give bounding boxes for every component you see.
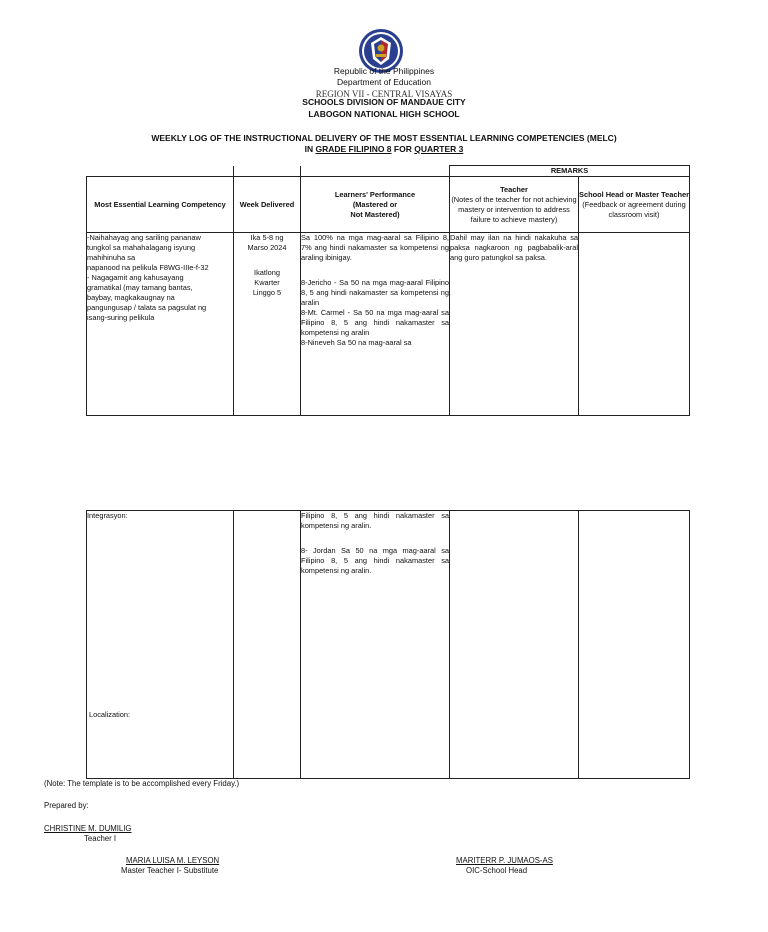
- melc-log-table: [86, 165, 690, 416]
- document-title: WEEKLY LOG OF THE INSTRUCTIONAL DELIVERY OF THE MOST ESSENTIAL LEARNING COMPETENCIES (MELC): [151, 133, 617, 143]
- localization-label: Localization:: [89, 710, 131, 719]
- division-name: SCHOOLS DIVISION OF MANDAUE CITY: [302, 97, 466, 107]
- approver-name: MARITERR P. JUMAOS-AS: [456, 856, 553, 865]
- teacher-remark-cell: Dahil may ilan na hindi nakakuha sa paksa nagkaroon ng pagbabalik-aral ang guro patungkol sa paksa.: [450, 233, 579, 416]
- grade-quarter-line: [0, 144, 768, 155]
- school-name: LABOGON NATIONAL HIGH SCHOOL: [308, 109, 460, 119]
- week-cell: Ika 5-8 ng Marso 2024 Ikatlong Kwarter Linggo 5: [234, 233, 301, 416]
- head-remark-cell: [579, 233, 690, 416]
- remarks-header: REMARKS: [450, 166, 690, 177]
- checker-title: Master Teacher I- Substitute: [121, 866, 219, 875]
- performance-cell: Sa 100% na mga mag-aaral sa Filipino 8, 7% ang hindi nakamaster sa kompetensi ng araling ibinigay. 8-Jericho - Sa 50 na mga mag-aaral Filipino 8, 5 ang hindi nakamaster sa kompetensi ng aralin 8-Mt. Carmel - Sa 50 na mga mag-aaral sa Filipino 8, 5 ang hindi nakamaster sa kompetensi ng aralin 8-Nineveh Sa 50 na mag-aaral sa: [301, 233, 450, 416]
- week-header: Week Delivered: [234, 177, 301, 233]
- performance-cell-continued: Filipino 8, 5 ang hindi nakamaster sa kompetensi ng aralin. 8- Jordan Sa 50 na mga mag-aaral sa Filipino 8, 5 ang hindi nakamaster sa kompetensi ng aralin.: [301, 511, 450, 779]
- country-name: Republic of the Philippines: [333, 66, 435, 76]
- melc-log-table-continued: [86, 510, 690, 779]
- performance-header: Learners' Performance (Mastered or Not Mastered): [301, 177, 450, 233]
- checker-name: MARIA LUISA M. LEYSON: [126, 856, 220, 865]
- preparer-name: CHRISTINE M. DUMILIG: [44, 824, 132, 833]
- quarter-value: QUARTER 3: [414, 144, 464, 154]
- department-name: Department of Education: [336, 77, 432, 87]
- approver-title: OIC-School Head: [466, 866, 528, 875]
- week-cell-continued: [234, 511, 301, 779]
- competency-cell: -Naihahayag ang sariling pananaw tungkol sa mahahalagang isyung mahihinuha sa napanood na pelikula F8WG-IIIe-f-32 - Nagagamit ang kahusayang gramatikal (may tamang bantas, baybay, magkakaugnay na pangungusap / talata sa pagsulat ng isang-suring pelikula: [87, 233, 234, 416]
- teacher-remark-cell-continued: [450, 511, 579, 779]
- prepared-by-label: Prepared by:: [44, 801, 89, 810]
- teacher-remarks-header: Teacher (Notes of the teacher for not achieving mastery or intervention to address failure to achieve mastery): [450, 177, 579, 233]
- in-label: IN: [304, 144, 314, 154]
- for-label: FOR: [393, 144, 412, 154]
- head-remark-cell-continued: [579, 511, 690, 779]
- template-note: (Note: The template is to be accomplished every Friday.): [44, 779, 240, 788]
- competency-header: Most Essential Learning Competency: [87, 177, 234, 233]
- integration-label: Integrasyon:: [87, 511, 128, 520]
- grade-value: GRADE FILIPINO 8: [315, 144, 392, 154]
- preparer-title: Teacher I: [84, 834, 117, 843]
- integration-localization-cell: [87, 511, 234, 779]
- region-name: REGION VII - CENTRAL VISAYAS: [315, 89, 453, 99]
- head-remarks-header: School Head or Master Teacher (Feedback or agreement during classroom visit): [579, 177, 690, 233]
